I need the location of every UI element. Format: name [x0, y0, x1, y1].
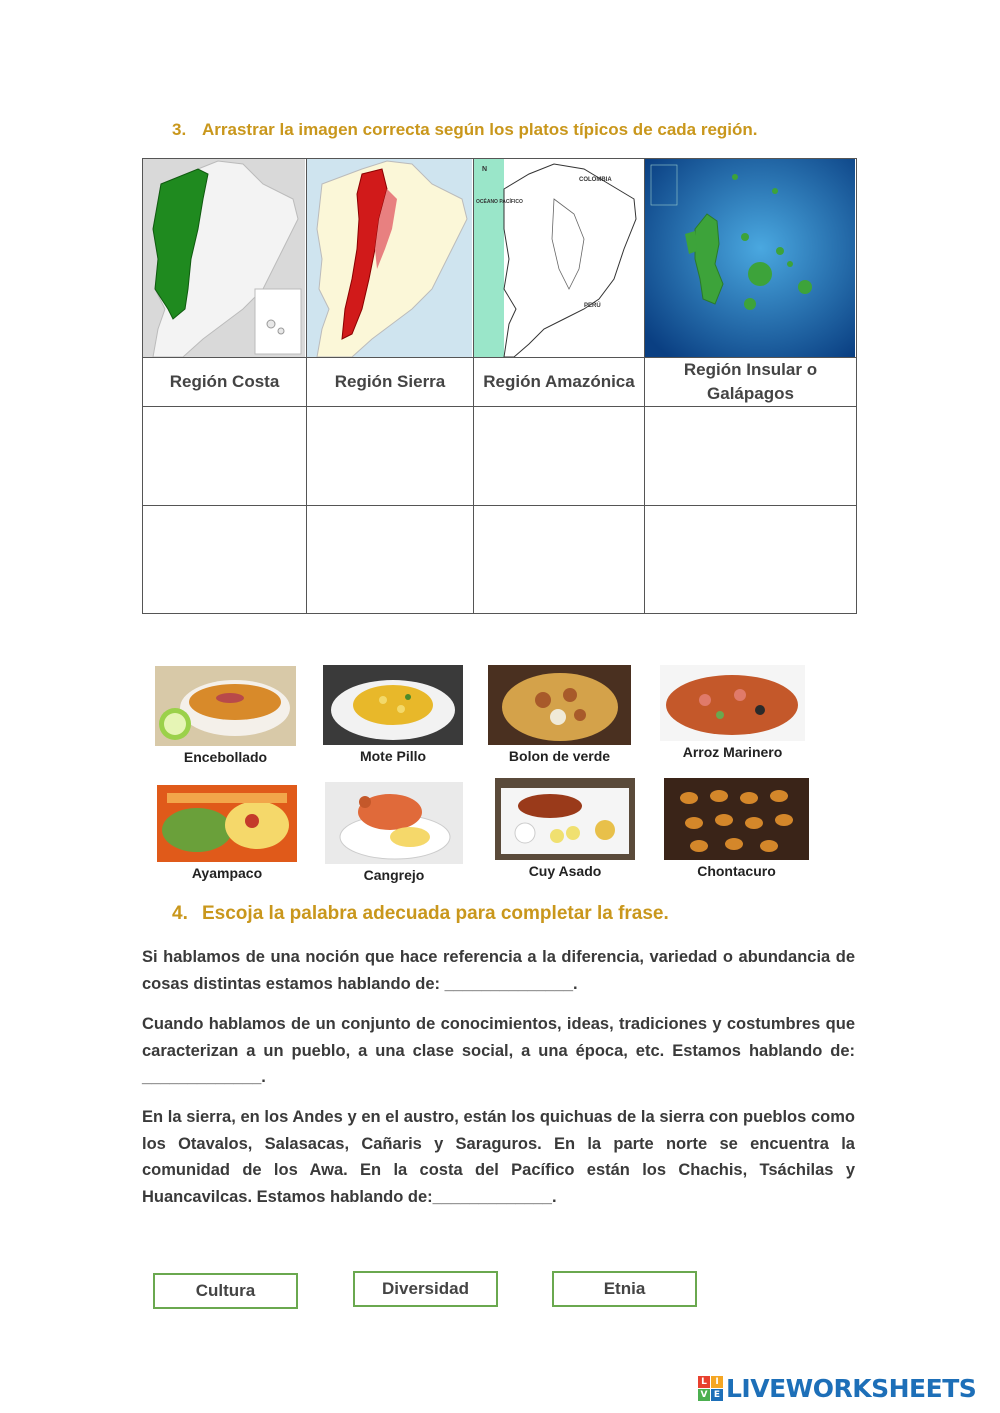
food-mote-pillo[interactable] — [323, 665, 463, 764]
question-4-heading — [172, 903, 669, 925]
drop-zone-amazonica-2[interactable] — [474, 506, 645, 614]
food-chontacuro[interactable] — [664, 778, 809, 879]
liveworksheets-logo — [698, 1374, 976, 1403]
chontacuro-image — [664, 778, 809, 860]
costa-map-image — [143, 159, 305, 357]
logo-mark-v: V — [698, 1389, 710, 1401]
arroz-marinero-image — [660, 665, 805, 741]
galapagos-map — [645, 159, 857, 358]
region-label-costa: Región Costa — [143, 358, 307, 407]
question-4-number: 4. — [172, 903, 188, 924]
word-cultura-button[interactable]: Cultura — [153, 1273, 298, 1309]
region-label-sierra: Región Sierra — [307, 358, 474, 407]
encebollado-image — [155, 666, 296, 746]
food-bolon-de-verde[interactable] — [488, 665, 631, 764]
drop-zone-sierra-1[interactable] — [307, 407, 474, 506]
drop-zone-amazonica-1[interactable] — [474, 407, 645, 506]
sierra-map — [307, 159, 474, 358]
bolon-image — [488, 665, 631, 745]
sentence-3: En la sierra, en los Andes y en el austro, están los quichuas de la sierra con pueblos como los Otavalos, Salasacas, Cañaris y Saraguros. En la parte norte se encuentra la comunidad de los Awa. En la costa del Pacífico están los Chachis, Tsáchilas y Huancavilcas. Estamos hablando de:_____________. — [142, 1108, 855, 1206]
logo-mark-e: E — [711, 1389, 723, 1401]
word-etnia-button[interactable]: Etnia — [552, 1271, 697, 1307]
question-3-text: Arrastrar la imagen correcta según los platos típicos de cada región. — [202, 120, 758, 139]
mote-pillo-image — [323, 665, 463, 745]
food-caption: Cuy Asado — [528, 863, 602, 879]
question-3-heading — [172, 120, 758, 140]
food-caption: Encebollado — [183, 749, 268, 765]
colombia-label: COLOMBIA — [579, 177, 612, 183]
region-table — [142, 158, 857, 614]
logo-text: LIVEWORKSHEETS — [726, 1374, 977, 1403]
sentence-2: Cuando hablamos de un conjunto de conocimientos, ideas, tradiciones y costumbres que caracterizan a un pueblo, a una clase social, a una época, etc. Estamos hablando de: _____________. — [142, 1015, 855, 1086]
region-label-amazonica: Región Amazónica — [474, 358, 645, 407]
food-ayampaco[interactable] — [157, 785, 297, 881]
food-arroz-marinero[interactable] — [660, 665, 805, 760]
word-diversidad-button[interactable]: Diversidad — [353, 1271, 498, 1307]
costa-map — [143, 159, 307, 358]
galapagos-map-image — [645, 159, 855, 357]
cuy-asado-image — [495, 778, 635, 860]
drop-zone-insular-2[interactable] — [645, 506, 857, 614]
food-caption: Ayampaco — [191, 865, 263, 881]
question-3-number: 3. — [172, 120, 187, 139]
logo-mark-icon — [698, 1376, 723, 1401]
food-cuy-asado[interactable] — [495, 778, 635, 879]
oceano-label: OCÉANO PACÍFICO — [476, 199, 523, 205]
peru-label: PERÚ — [584, 303, 601, 309]
ayampaco-image — [157, 785, 297, 862]
drop-zone-costa-1[interactable] — [143, 407, 307, 506]
food-encebollado[interactable] — [155, 666, 296, 765]
question-4-text: Escoja la palabra adecuada para completar la frase. — [202, 903, 669, 924]
food-caption: Chontacuro — [697, 863, 776, 879]
north-label: N — [482, 166, 488, 173]
drop-zone-insular-1[interactable] — [645, 407, 857, 506]
drop-zone-costa-2[interactable] — [143, 506, 307, 614]
amazonica-map — [474, 159, 645, 358]
cangrejo-image — [325, 782, 463, 864]
sentence-1: Si hablamos de una noción que hace referencia a la diferencia, variedad o abundancia de cosas distintas estamos hablando de: ______________. — [142, 948, 855, 993]
region-label-insular: Región Insular o Galápagos — [645, 358, 857, 407]
food-caption: Mote Pillo — [359, 748, 427, 764]
food-cangrejo[interactable] — [325, 782, 463, 883]
amazonica-map-image — [474, 159, 643, 357]
food-caption: Bolon de verde — [508, 748, 611, 764]
food-caption: Cangrejo — [363, 867, 425, 883]
logo-mark-l: L — [698, 1376, 710, 1388]
logo-mark-i: I — [711, 1376, 723, 1388]
drop-zone-sierra-2[interactable] — [307, 506, 474, 614]
sierra-map-image — [307, 159, 472, 357]
food-caption: Arroz Marinero — [682, 744, 783, 760]
